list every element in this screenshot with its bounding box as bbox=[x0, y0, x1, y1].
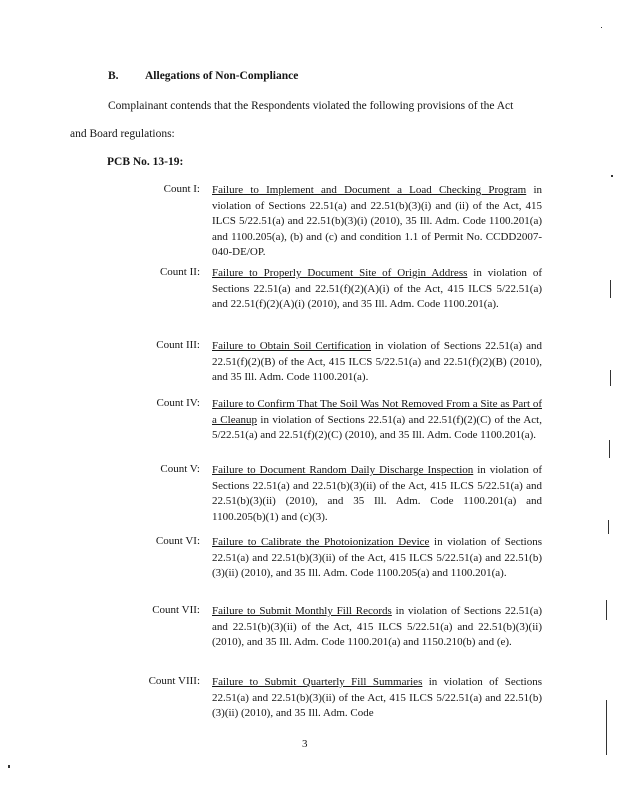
count-label: Count VII: bbox=[152, 604, 200, 616]
count-text bbox=[212, 675, 542, 722]
count-label: Count II: bbox=[159, 266, 200, 278]
section-letter: B. bbox=[108, 70, 119, 82]
count-label: Count VIII: bbox=[148, 675, 200, 687]
count-title: Failure to Calibrate the Photoionization Device bbox=[212, 536, 430, 548]
count-label: Count I: bbox=[163, 183, 200, 195]
revision-bar bbox=[606, 600, 607, 620]
revision-bar bbox=[606, 700, 607, 755]
scan-speck bbox=[611, 175, 613, 177]
count-title: Failure to Submit Monthly Fill Records bbox=[212, 605, 392, 617]
count-body: in violation of Sections 22.51(a) and 22.51(b)(3)(ii) of the Act, 415 ILCS 5/22.51(a) and 22.51(b)(3)(ii) (2010), and 35 Ill. Adm. Code 1100.201(a) and 1100.205(b)(1) and (c)(3). bbox=[212, 464, 542, 523]
section-heading bbox=[108, 70, 298, 82]
count-body: in violation of Sections 22.51(a) and 22.51(f)(2)(C) of the Act, 5/22.51(a) and 22.51(f)(2)(C) (2010), and 35 Ill. Adm. Code 1100.201(a). bbox=[212, 413, 542, 442]
count-body: in violation of Sections 22.51(a) and 22.51(b)(3)(i) and (ii) of the Act, 415 ILCS 5/22.51(a) and 22.51(b)(3)(i) (2010), 35 Ill. Adm. Code 1100.201(a) and 1100.205(a), (b) and (c) and condition 1.1 of Permit No. CCDD2007-040-DE/OP. bbox=[212, 184, 542, 259]
count-title: Failure to Confirm That The Soil Was Not Removed From a Site as Part of a Cleanup bbox=[212, 398, 542, 426]
count-text bbox=[212, 604, 542, 651]
count-body: in violation of Sections 22.51(a) and 22.51(b)(3)(ii) of the Act, 415 ILCS 5/22.51(a) and 22.51(b)(3)(ii) (2010), and 35 Ill. Adm. Code 1100.205(a) and 1100.201(a). bbox=[212, 536, 543, 580]
count-title: Failure to Submit Quarterly Fill Summaries bbox=[212, 676, 423, 688]
revision-bar bbox=[609, 440, 610, 458]
count-title: Failure to Implement and Document a Load Checking Program bbox=[212, 184, 527, 196]
count-body: in violation of Sections 22.51(a) and 22.51(b)(3)(ii) of the Act, 415 ILCS 5/22.51(a) and 22.51(b)(3)(ii) (2010), and 35 Ill. Adm. Code bbox=[212, 676, 542, 720]
count-text bbox=[212, 183, 542, 261]
count-text bbox=[212, 463, 542, 525]
intro-line-1: Complainant contends that the Respondents violated the following provisions of the Act bbox=[108, 100, 514, 112]
count-body: in violation of Sections 22.51(a) and 22.51(f)(2)(A)(i) of the Act, 415 ILCS 5/22.51(a) and 22.51(f)(2)(A)(i) (2010), and 35 Ill. Adm. Code 1100.201(a). bbox=[212, 267, 542, 311]
scan-speck bbox=[601, 27, 602, 28]
case-number: PCB No. 13-19: bbox=[107, 156, 184, 168]
count-body: in violation of Sections 22.51(a) and 22.51(b)(3)(ii) of the Act, 415 ILCS 5/22.51(a) and 22.51(b)(3)(ii) (2010), and 35 Ill. Adm. Code 1100.201(a) and 1150.210(b) and (e). bbox=[212, 605, 542, 649]
count-label: Count VI: bbox=[155, 535, 200, 547]
count-label: Count V: bbox=[160, 463, 200, 475]
scan-speck bbox=[8, 765, 10, 768]
revision-bar bbox=[610, 280, 611, 298]
revision-bar bbox=[610, 370, 611, 386]
count-text bbox=[212, 266, 542, 313]
count-label: Count IV: bbox=[156, 397, 200, 409]
revision-bar bbox=[608, 520, 609, 534]
count-title: Failure to Obtain Soil Certification bbox=[212, 340, 371, 352]
count-title: Failure to Document Random Daily Discharge Inspection bbox=[212, 464, 474, 476]
count-text bbox=[212, 535, 542, 582]
page-number: 3 bbox=[302, 738, 308, 750]
intro-line-2: and Board regulations: bbox=[70, 128, 175, 140]
count-title: Failure to Properly Document Site of Origin Address bbox=[212, 267, 468, 279]
section-title: Allegations of Non-Compliance bbox=[145, 70, 299, 82]
count-text bbox=[212, 339, 542, 386]
count-label: Count III: bbox=[156, 339, 200, 351]
count-text bbox=[212, 397, 542, 444]
count-body: in violation of Sections 22.51(a) and 22.51(f)(2)(B) of the Act, 415 ILCS 5/22.51(a) and 22.51(f)(2)(B) (2010), and 35 Ill. Adm. Code 1100.201(a). bbox=[212, 340, 542, 384]
